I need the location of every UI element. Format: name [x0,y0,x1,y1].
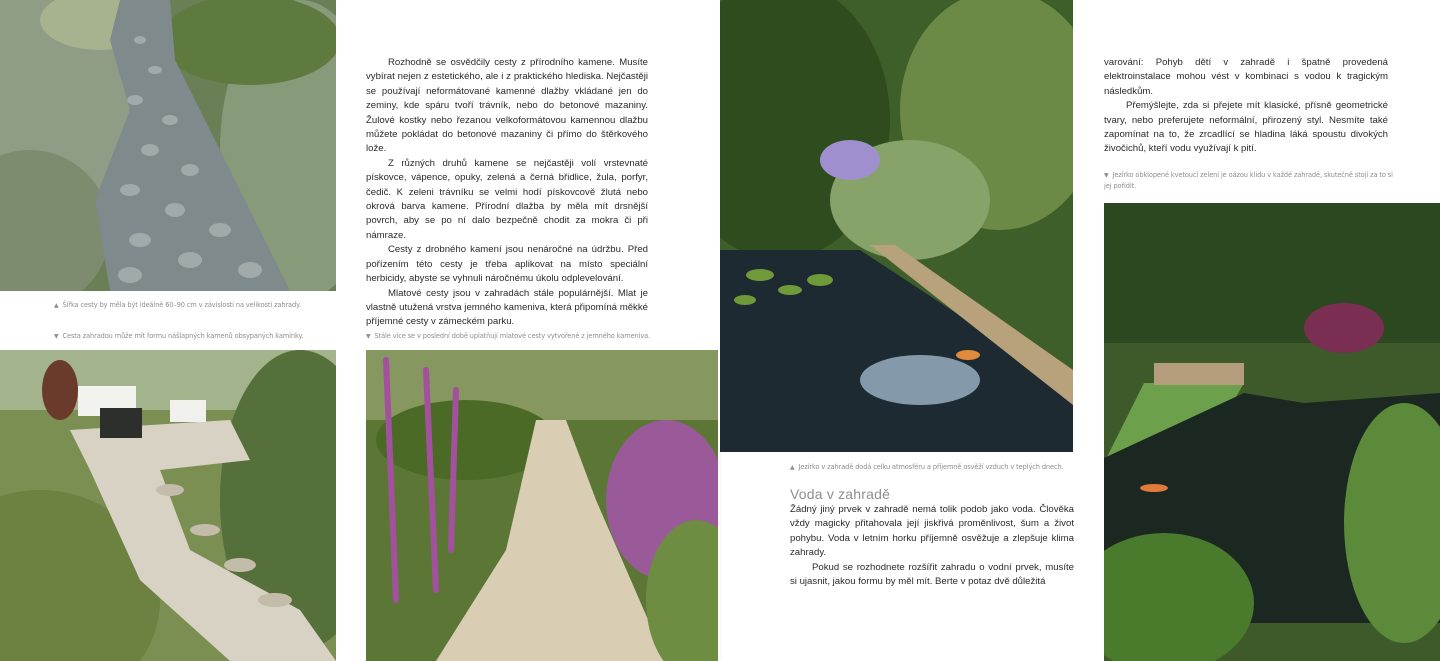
paragraph-mlat-paths: Mlatové cesty jsou v zahradách stále populárnější. Mlat je vlastně utužená vrstva jemného kameniva, která připomíná měkké příjemné cesty v zámeckém parku. [366,287,648,328]
water-section-text [790,503,1074,589]
paragraph-water-form: Pokud se rozhodnete rozšířit zahradu o vodní prvek, musíte si ujasnit, jakou formu by měl mít. Berte v potaz dvě důležitá [790,561,1074,588]
paragraph-style: Přemýšlejte, zda si přejete mít klasické, přísně geometrické tvary, nebo preferujete neformální, přirozený styl. Nesmíte také zapomínat na to, že zrcadlící se hladina láká spoustu divokých živočichů, kteří vodu využívají k pití. [1104,100,1388,155]
caption-stepping-stones: ▼ Cesta zahradou může mít formu nášlapných kamenů obsypaných kamínky. [54,332,304,340]
paragraph-stone-paths: Rozhodně se osvědčily cesty z přírodního kamene. Musíte vybírat nejen z estetického, ale i z praktického hlediska. Nejčastěji se používají neformátované kamenné dlažby vkládané jen do zeminy, kde spáru tvoří trávník, nebo do betonové mazaniny. Žulové kostky nebo řezanou velkoformátovou kamennou dlažbu můžete pokládat do betonové mazaniny či přímo do štěrkového lože. [366,57,648,155]
photo-garden-pond [1104,203,1440,661]
caption-arrow-up-icon: ▲ [54,302,59,309]
photo-pond [720,0,1073,452]
caption-arrow-up-icon: ▲ [790,464,795,471]
paragraph-small-stones: Cesty z drobného kamení jsou nenáročné na údržbu. Před pořízením této cesty je třeba aplikovat na místo speciální herbicidy, abyste se vyhnuli náročnému úkolu odplevelování. [366,244,648,285]
paragraph-stone-types: Z různých druhů kamene se nejčastěji volí vrstevnaté pískovce, vápence, opuky, zelená a černá břidlice, žula, porfyr, čedič. K zeleni trávníku se velmi hodí pískovcově žlutá nebo okrová barva kamene. Přírodní dlažba by měla mít drsnější povrch, aby se po ní dalo bezpečně chodit za mokra či při námraze. [366,157,648,241]
paragraph-water-intro: Žádný jiný prvek v zahradě nemá tolik podob jako voda. Člověka vždy magicky přitahovala její jiskřivá proměnlivost, šum a život pohybu. Voda v letním horku příjemně osvěžuje a zlepšuje klima zahrady. [790,504,1074,559]
caption-garden-pond: ▼ Jezírko obklopené kvetoucí zelení je oázou klidu v každé zahradě, skutečně stojí za to si jej pořídit. [1104,171,1393,190]
section-heading-water: Voda v zahradě [790,486,891,502]
caption-gravel-path: ▼ Stále více se v poslední době uplatňují mlatové cesty vytvořené z jemného kameniva. [366,332,651,340]
caption-pond: ▲ Jezírko v zahradě dodá celku atmosféru a příjemně osvěží vzduch v teplých dnech. [790,463,1064,471]
page-gutter [720,0,722,661]
right-column-text [1104,56,1388,157]
left-column-text [366,56,648,330]
caption-arrow-down-icon: ▼ [366,333,371,340]
photo-stepping-stones [0,350,336,661]
caption-stone-path: ▲ Šířka cesty by měla být ideálně 60–90 cm v závislosti na velikosti zahrady. [54,301,301,309]
caption-arrow-down-icon: ▼ [1104,172,1109,179]
caption-arrow-down-icon: ▼ [54,333,59,340]
photo-stone-path [0,0,336,291]
photo-gravel-path [366,350,718,661]
paragraph-warning: varování: Pohyb dětí v zahradě i špatně provedená elektroinstalace mohou vést v kombinaci s vodou k tragickým následkům. [1104,57,1388,97]
